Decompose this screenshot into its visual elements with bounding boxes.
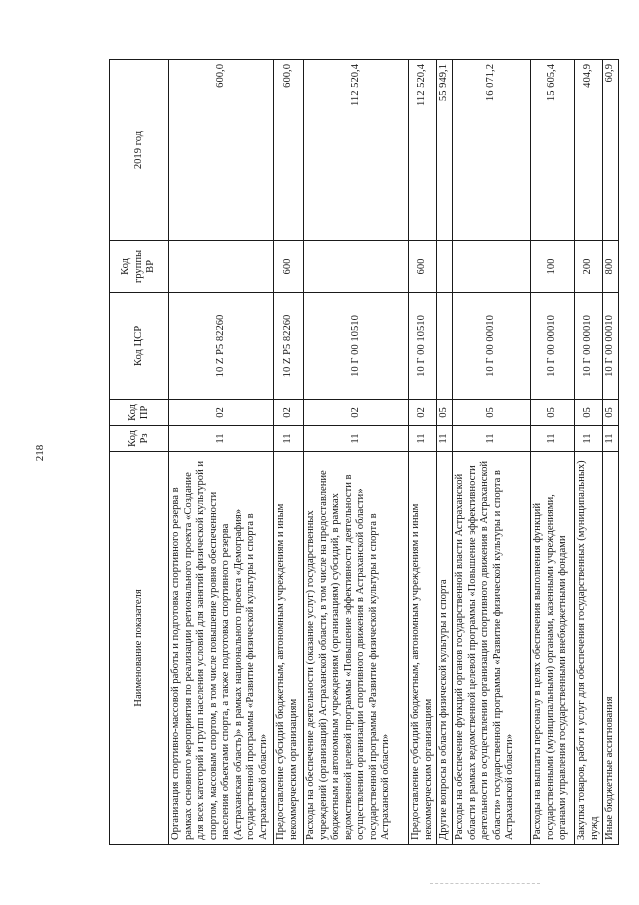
row-name: Предоставление субсидий бюджетным, автономным учреждениям и иным некоммерческим организациям [274,452,304,845]
row-name: Предоставление субсидий бюджетным, автономным учреждениям и иным некоммерческим организациям [409,452,437,845]
row-name: Расходы на обеспечение функций органов государственной власти Астраханской области в рамках ведомственной целевой программы «Повышение эффективности деятельности в осуществлении организации спортивного движения в Астраханской области» государственной программы «Развитие физической культуры и спорта в Астраханской области» [453,452,531,845]
row-amount: 55 949,1 [437,60,453,241]
row-pr: 02 [169,400,274,426]
row-name: Расходы на выплаты персоналу в целях обеспечения выполнения функций государственными (муниципальными) органами, казенными учреждениями, органами управления государственными внебюджетными фондами [531,452,575,845]
row-rz: 11 [169,426,274,452]
row-rz: 11 [409,426,437,452]
row-csr: 10 Г 00 10510 [304,293,409,400]
row-pr: 02 [274,400,304,426]
rotated-table-container [109,60,616,845]
table-row [409,60,437,845]
table-header-row [110,60,169,845]
row-csr: 10 Г 00 00010 [531,293,575,400]
row-rz: 11 [575,426,603,452]
row-amount: 112 520,4 [304,60,409,241]
row-vr: 600 [274,241,304,293]
row-name: Закупка товаров, работ и услуг для обеспечения государственных (муниципальных) нужд [575,452,603,845]
row-pr: 05 [531,400,575,426]
header-name: Наименование показателя [110,452,169,845]
row-csr: 10 Г 00 10510 [409,293,437,400]
row-amount: 600,0 [274,60,304,241]
row-pr: 05 [453,400,531,426]
row-rz: 11 [274,426,304,452]
table-row [575,60,603,845]
table-row [603,60,619,845]
row-pr: 02 [304,400,409,426]
row-csr [437,293,453,400]
row-vr [437,241,453,293]
row-amount: 600,0 [169,60,274,241]
header-year: 2019 год [110,60,169,241]
row-amount: 112 520,4 [409,60,437,241]
row-name: Расходы на обеспечение деятельности (оказание услуг) государственных учреждений (организаций) Астраханской области, в том числе на предоставление бюджетным и автономным учреждениям (организациям) субсидий, в рамках ведомственной целевой программы «Повышение эффективности деятельности в осуществлении организации спортивного движения в Астраханской области» государственной программы «Развитие физической культуры и спорта в Астраханской области» [304,452,409,845]
row-vr: 100 [531,241,575,293]
table-row [304,60,409,845]
page-number: 218 [34,444,46,462]
row-pr: 05 [603,400,619,426]
row-vr [169,241,274,293]
row-csr: 10 Z P5 82260 [274,293,304,400]
row-name: Другие вопросы в области физической культуры и спорта [437,452,453,845]
table-row [169,60,274,845]
scan-artifact [430,883,540,886]
row-pr: 05 [437,400,453,426]
header-rz: Код Рз [110,426,169,452]
row-rz: 11 [304,426,409,452]
header-csr: Код ЦСР [110,293,169,400]
table-row [531,60,575,845]
row-rz: 11 [603,426,619,452]
row-csr: 10 Г 00 00010 [603,293,619,400]
row-rz: 11 [437,426,453,452]
table-row [274,60,304,845]
row-vr: 600 [409,241,437,293]
row-name: Организация спортивно-массовой работы и подготовка спортивного резерва в рамках основного мероприятия по реализации регионального проекта «Создание для всех категорий и групп населения условий для занятий физической культурой и спортом, массовым спортом, в том числе повышение уровня обеспеченности населения объектами спорта, а также подготовка спортивного резерва (Астраханская область)» в рамках национального проекта «Демография» государственной программы «Развитие физической культуры и спорта в Астраханской области» [169,452,274,845]
table-row [453,60,531,845]
header-pr: Код ПР [110,400,169,426]
header-vr: Код группы ВР [110,241,169,293]
row-amount: 60,9 [603,60,619,241]
row-vr [304,241,409,293]
row-amount: 404,9 [575,60,603,241]
row-rz: 11 [453,426,531,452]
row-vr: 800 [603,241,619,293]
row-pr: 05 [575,400,603,426]
row-vr: 200 [575,241,603,293]
row-csr: 10 Г 00 00010 [453,293,531,400]
row-name: Иные бюджетные ассигнования [603,452,619,845]
row-pr: 02 [409,400,437,426]
row-rz: 11 [531,426,575,452]
row-csr: 10 Z P5 82260 [169,293,274,400]
table-row [437,60,453,845]
row-amount: 15 605,4 [531,60,575,241]
row-csr: 10 Г 00 00010 [575,293,603,400]
row-amount: 16 071,2 [453,60,531,241]
row-vr [453,241,531,293]
budget-table [109,59,619,845]
